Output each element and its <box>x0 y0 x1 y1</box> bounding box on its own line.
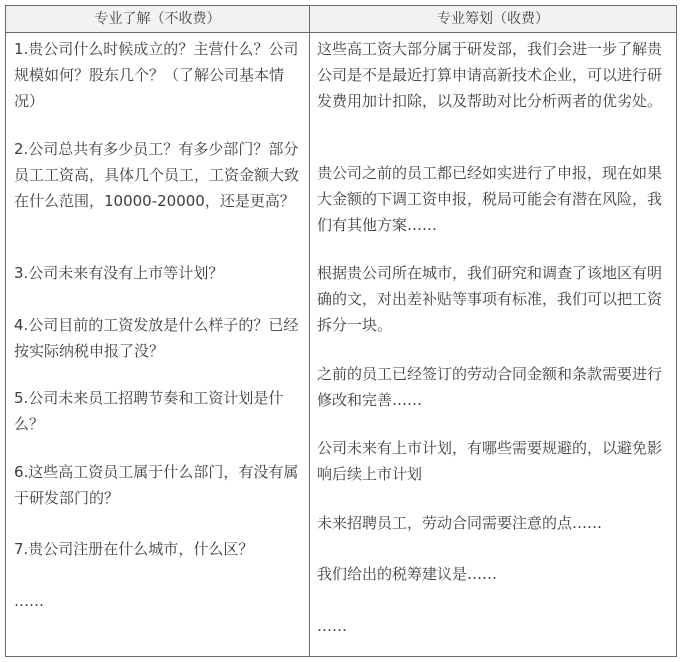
right-item-5: 公司未来有上市计划，有哪些需要规避的，以避免影响后续上市计划 <box>317 439 663 483</box>
header-free-consult: 专业了解（不收费） <box>94 11 221 27</box>
right-item-6: 未来招聘员工，劳动合同需要注意的点…… <box>317 514 603 532</box>
header-paid-planning: 专业筹划（收费） <box>437 11 549 27</box>
left-item-2: 2.公司总共有多少员工？有多少部门？部分员工工资高，具体几个员工，工资金额大致在什么范围，10000-20000，还是更高？ <box>14 140 300 210</box>
left-item-ellipsis: …… <box>14 592 44 610</box>
left-item-5: 5.公司未来员工招聘节奏和工资计划是什么？ <box>14 389 284 433</box>
left-item-3: 3.公司未来有没有上市等计划？ <box>14 264 224 282</box>
right-item-1: 这些高工资大部分属于研发部，我们会进一步了解贵公司是不是最近打算申请高新技术企业，可以进行研发费用加计扣除，以及帮助对比分析两者的优劣处。 <box>317 40 663 110</box>
column-divider <box>309 6 310 656</box>
comparison-table <box>5 5 677 657</box>
left-item-1: 1.贵公司什么时候成立的？主营什么？公司规模如何？股东几个？（了解公司基本情况） <box>14 40 299 110</box>
left-item-6: 6.这些高工资员工属于什么部门，有没有属于研发部门的？ <box>14 463 299 507</box>
left-item-7: 7.贵公司注册在什么城市，什么区？ <box>14 540 254 558</box>
left-item-4: 4.公司目前的工资发放是什么样子的？已经按实际纳税申报了没？ <box>14 316 299 360</box>
table-header-row <box>6 6 676 33</box>
right-item-2: 贵公司之前的员工都已经如实进行了申报，现在如果大金额的下调工资申报，税局可能会有潜在风险，我们有其他方案…… <box>317 164 663 234</box>
right-item-7: 我们给出的税筹建议是…… <box>317 565 498 583</box>
right-item-4: 之前的员工已经签订的劳动合同金额和条款需要进行修改和完善…… <box>317 365 663 409</box>
right-item-ellipsis: …… <box>317 617 347 635</box>
right-item-3: 根据贵公司所在城市，我们研究和调查了该地区有明确的文，对出差补贴等事项有标准，我们可以把工资拆分一块。 <box>317 264 663 334</box>
